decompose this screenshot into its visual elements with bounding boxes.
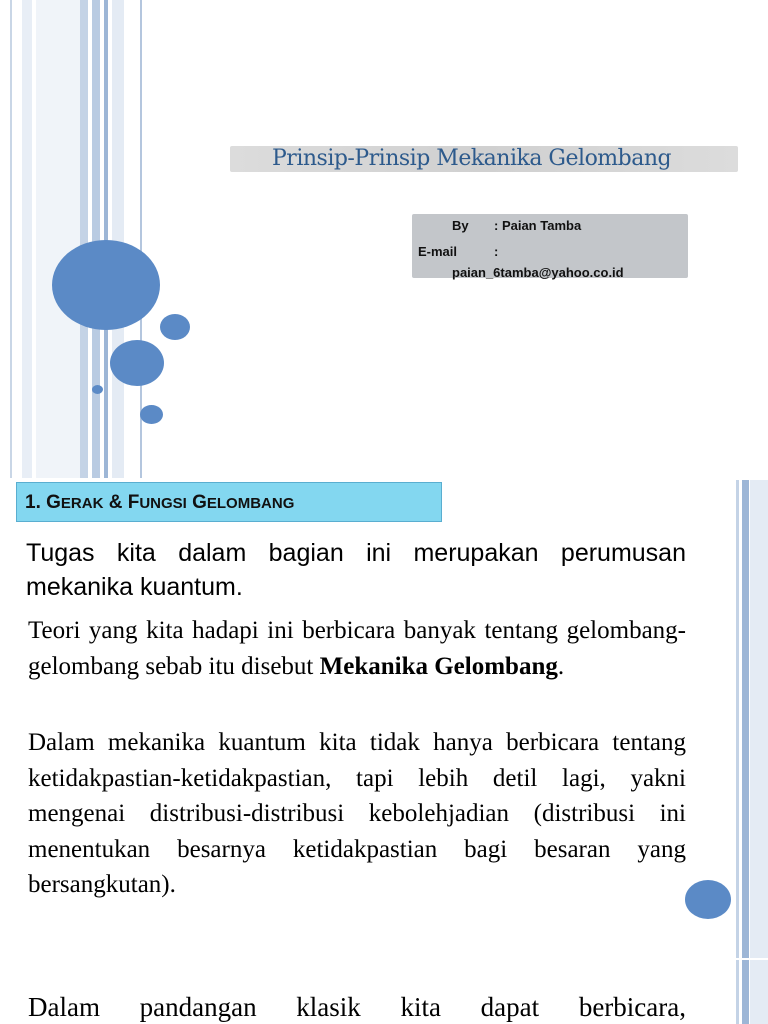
decor-stripe <box>22 0 32 478</box>
slide-title: Prinsip-Prinsip Mekanika Gelombang <box>272 146 672 171</box>
decor-circle <box>52 240 160 330</box>
decor-stripe <box>104 0 108 478</box>
email-label: E-mail <box>418 244 458 259</box>
by-label: By <box>452 218 469 233</box>
email-separator: : <box>494 244 499 259</box>
decor-stripe <box>10 0 12 478</box>
paragraph-intro: Tugas kita dalam bagian ini merupakan perumusan mekanika kuantum. <box>26 539 686 601</box>
decor-stripe <box>742 960 749 1024</box>
decor-circle <box>685 880 731 919</box>
paragraph-theory: Teori yang kita hadapi ini berbicara banyak tentang gelombang-gelombang sebab itu disebut Mekanika Gelombang. <box>28 617 686 680</box>
decor-stripe <box>750 960 768 1024</box>
author-email: paian_6tamba@yahoo.co.id <box>452 265 624 280</box>
section-header <box>16 482 442 522</box>
decor-stripe <box>92 0 100 478</box>
decor-circle <box>110 340 164 386</box>
decor-stripe <box>140 0 142 478</box>
content-slide-next <box>0 960 768 1024</box>
decor-stripe <box>750 480 768 958</box>
paragraph-classical: Dalam pandangan klasik kita dapat berbicara, <box>28 992 686 1022</box>
title-slide <box>0 0 768 478</box>
paragraph-quantum: Dalam mekanika kuantum kita tidak hanya berbicara tentang ketidakpastian-ketidakpastian, tapi lebih detil lagi, yakni mengenai distribusi-distribusi kebolehjadian (distribusi ini menentukan besarnya ketidakpastian bagi besaran yang bersangkutan). <box>28 729 686 898</box>
decor-stripe <box>36 0 80 478</box>
decor-stripe <box>736 480 739 958</box>
decor-stripe <box>80 0 88 478</box>
section-title: 1. GERAK & FUNGSI GELOMBANG <box>25 492 295 513</box>
decor-stripe <box>742 480 749 958</box>
decor-stripe <box>736 960 739 1024</box>
decor-circle <box>92 385 103 394</box>
decor-circle <box>160 314 190 340</box>
content-slide <box>0 480 768 958</box>
author-name: : Paian Tamba <box>494 218 582 233</box>
decor-stripe <box>112 0 124 478</box>
decor-circle <box>140 405 163 424</box>
